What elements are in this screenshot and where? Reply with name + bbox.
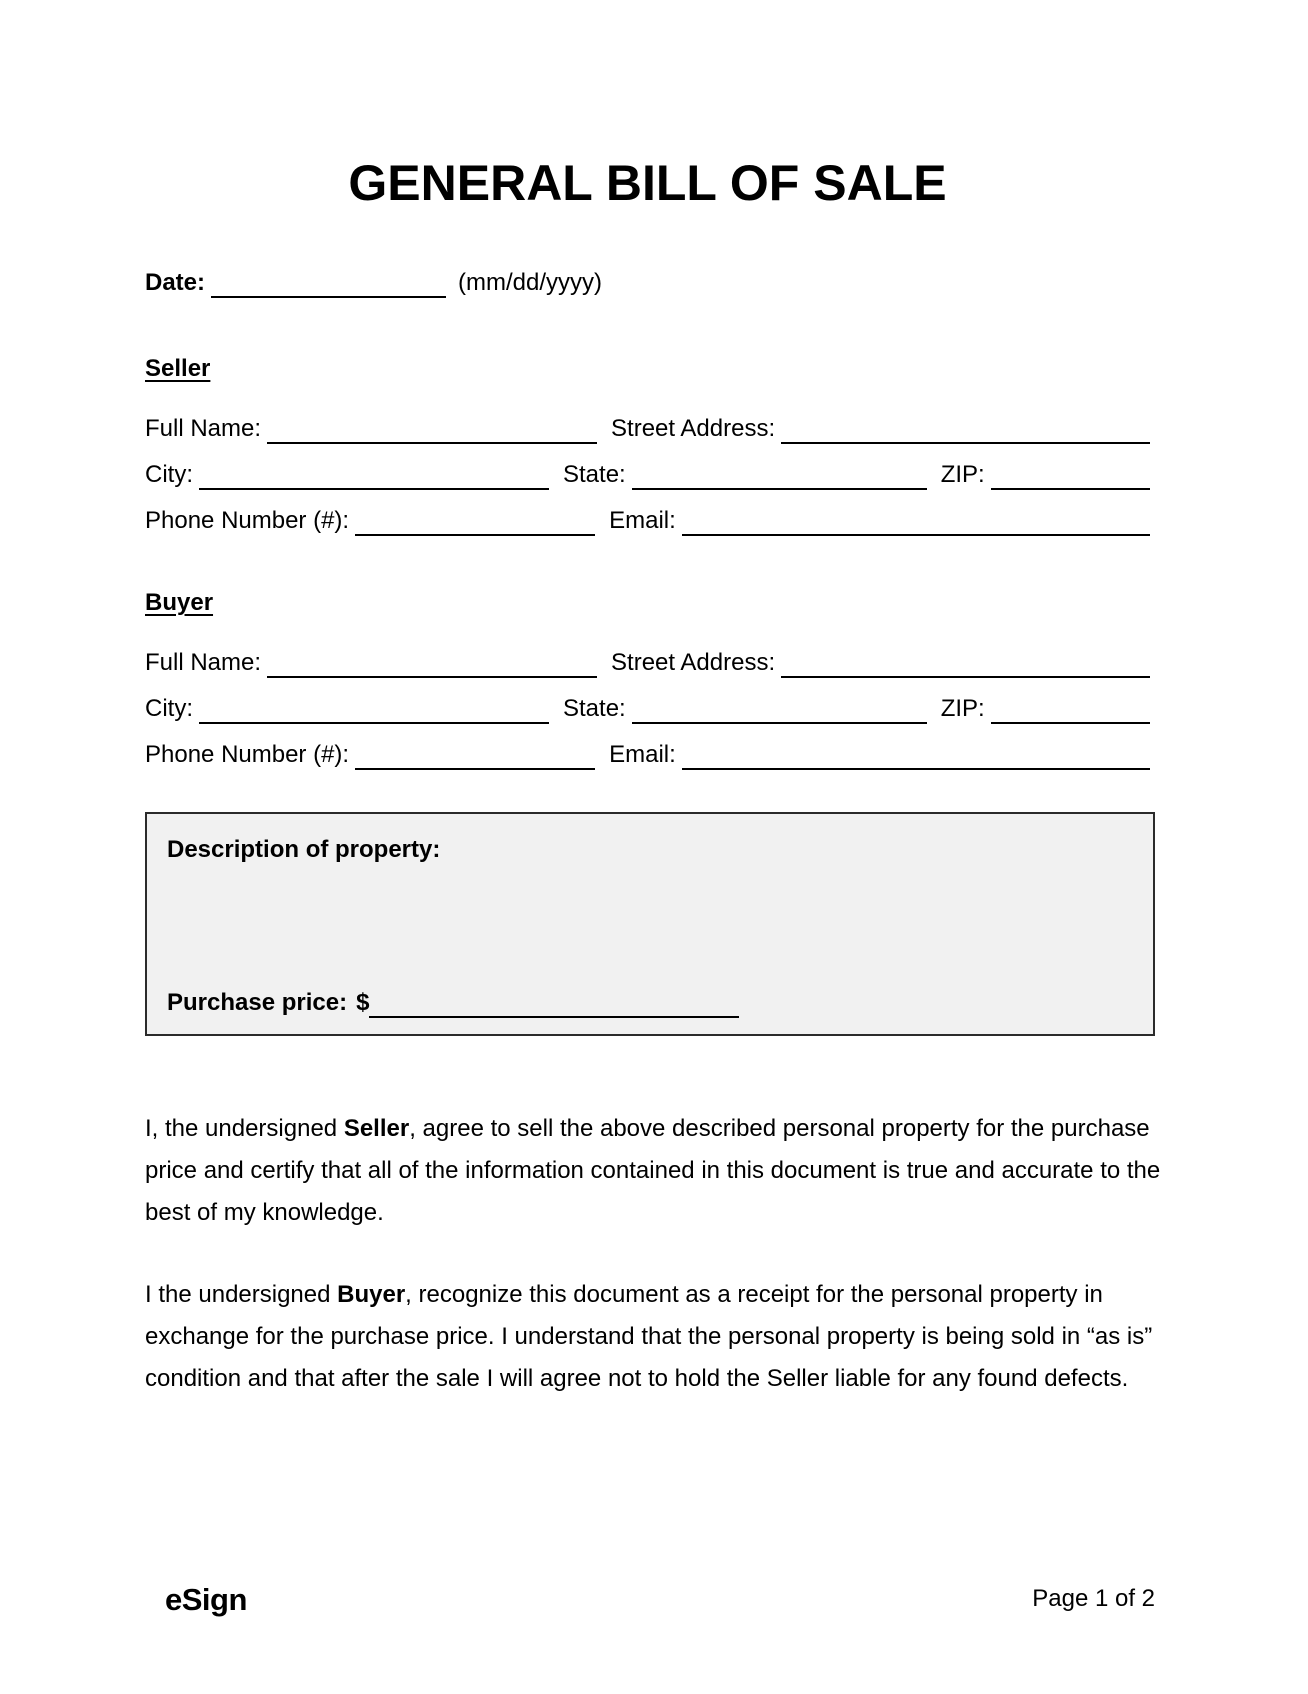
seller-agreement-paragraph <box>145 1108 1161 1234</box>
buyer-bold-word: Buyer <box>337 1281 406 1308</box>
seller-state-line[interactable] <box>632 462 927 490</box>
buyer-phone-label: Phone Number (#): <box>145 741 350 768</box>
seller-street-address-label: Street Address: <box>611 415 776 442</box>
buyer-zip-label: ZIP: <box>940 695 985 722</box>
property-description-box <box>145 812 1155 1036</box>
seller-email-label: Email: <box>609 507 676 534</box>
seller-zip-label: ZIP: <box>940 461 985 488</box>
buyer-section-heading: Buyer <box>145 589 214 616</box>
paragraph-line: I, the undersigned Seller, agree to sell the above described personal property for the purchase <box>145 1115 1150 1142</box>
purchase-price-label: Purchase price: <box>167 989 348 1016</box>
page-content <box>145 0 1161 1400</box>
date-row <box>145 268 1150 298</box>
paragraph-line: price and certify that all of the information contained in this document is true and accurate to the <box>145 1157 1161 1184</box>
buyer-full-name-line[interactable] <box>267 650 597 678</box>
seller-city-state-zip-row <box>145 460 1150 490</box>
seller-email-line[interactable] <box>682 508 1150 536</box>
buyer-full-name-label: Full Name: <box>145 649 262 676</box>
property-description-label: Description of property: <box>167 836 441 863</box>
currency-symbol: $ <box>356 989 370 1016</box>
buyer-zip-line[interactable] <box>991 696 1150 724</box>
buyer-state-label: State: <box>563 695 626 722</box>
purchase-price-line[interactable] <box>369 990 739 1018</box>
date-input-line[interactable] <box>211 270 446 298</box>
seller-bold-word: Seller <box>343 1115 410 1142</box>
buyer-email-line[interactable] <box>682 742 1150 770</box>
seller-state-label: State: <box>563 461 626 488</box>
paragraph-line: best of my knowledge. <box>145 1199 384 1226</box>
page-number: Page 1 of 2 <box>1032 1585 1155 1612</box>
page-title: GENERAL BILL OF SALE <box>348 155 947 211</box>
seller-city-line[interactable] <box>199 462 549 490</box>
buyer-city-label: City: <box>145 695 193 722</box>
paragraph-line: condition and that after the sale I will agree not to hold the Seller liable for any found defects. <box>145 1365 1129 1392</box>
seller-phone-label: Phone Number (#): <box>145 507 350 534</box>
seller-zip-line[interactable] <box>991 462 1150 490</box>
seller-section-heading: Seller <box>145 355 211 382</box>
buyer-state-line[interactable] <box>632 696 927 724</box>
seller-full-name-label: Full Name: <box>145 415 262 442</box>
seller-city-label: City: <box>145 461 193 488</box>
buyer-city-state-zip-row <box>145 694 1150 724</box>
buyer-phone-email-row <box>145 740 1150 770</box>
buyer-name-address-row <box>145 648 1150 678</box>
seller-phone-email-row <box>145 506 1150 536</box>
seller-street-address-line[interactable] <box>781 416 1150 444</box>
purchase-price-row <box>167 988 1133 1018</box>
buyer-email-label: Email: <box>609 741 676 768</box>
seller-full-name-line[interactable] <box>267 416 597 444</box>
date-label: Date: <box>145 269 206 296</box>
buyer-phone-line[interactable] <box>355 742 595 770</box>
seller-name-address-row <box>145 414 1150 444</box>
buyer-city-line[interactable] <box>199 696 549 724</box>
paragraph-line: I the undersigned Buyer, recognize this document as a receipt for the personal property in <box>145 1281 1103 1308</box>
paragraph-line: exchange for the purchase price. I understand that the personal property is being sold in “as is” <box>145 1323 1153 1350</box>
buyer-street-address-line[interactable] <box>781 650 1150 678</box>
seller-phone-line[interactable] <box>355 508 595 536</box>
esign-logo: eSign <box>165 1582 247 1617</box>
buyer-street-address-label: Street Address: <box>611 649 776 676</box>
date-format-hint: (mm/dd/yyyy) <box>458 269 603 296</box>
buyer-agreement-paragraph <box>145 1274 1153 1400</box>
